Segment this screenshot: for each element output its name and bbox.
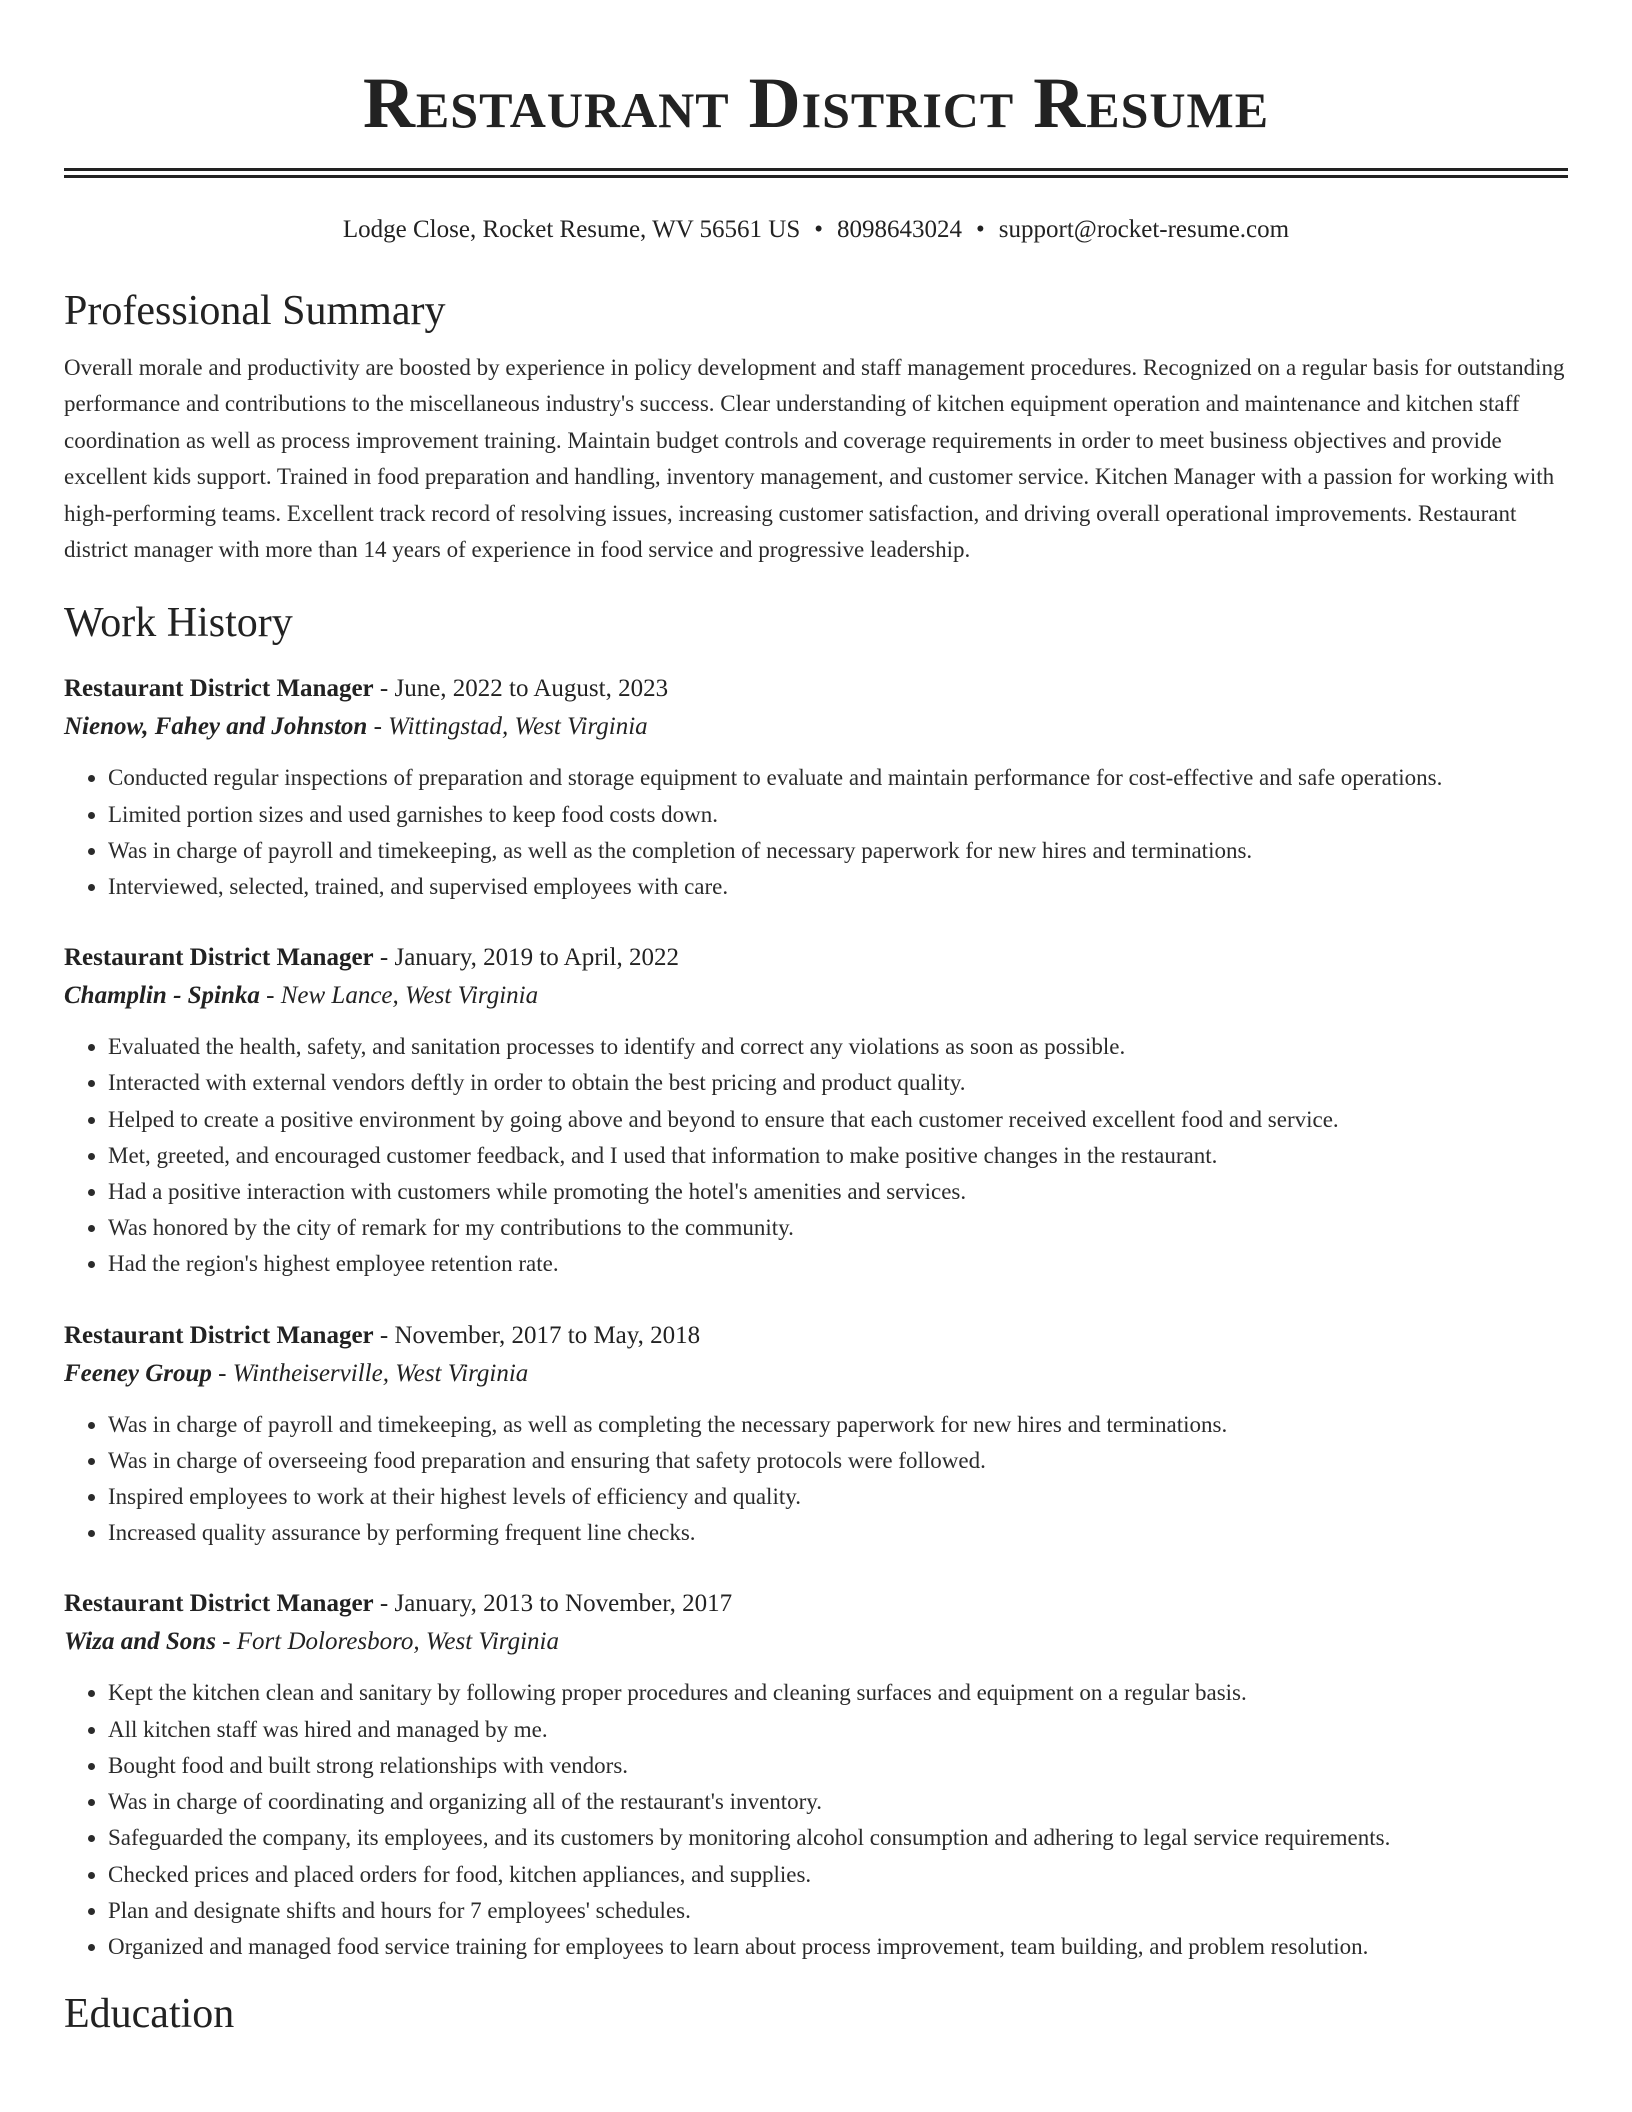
job-dates: - June, 2022 to August, 2023 [373,675,669,703]
list-item: • Interviewed, selected, trained, and supervised employees with care. [108,869,1568,905]
title-divider [64,168,1568,178]
employer-line [64,1355,1568,1393]
contact-email: support@rocket-resume.com [998,216,1290,243]
list-item: • Conducted regular inspections of preparation and storage equipment to evaluate and maintain performance for cost-effective and safe operations. [108,760,1568,796]
job-title-line [64,939,1568,977]
job-title-line [64,1317,1568,1355]
contact-separator: • [814,216,824,243]
contact-address: Lodge Close, Rocket Resume, WV 56561 US [342,216,801,243]
job-title: Restaurant District Manager [64,1590,374,1618]
work-history-heading: Work History [64,600,293,647]
list-item: • Evaluated the health, safety, and sanitation processes to identify and correct any violations as soon as possible. [108,1029,1568,1065]
contact-line [64,214,1568,246]
list-item: • Increased quality assurance by performing frequent line checks. [108,1515,1568,1551]
work-history-list [64,670,1568,1965]
employer-line [64,977,1568,1015]
job-title: Restaurant District Manager [64,1321,374,1349]
job-bullet-list [64,1407,1568,1552]
list-item: • Met, greeted, and encouraged customer feedback, and I used that information to make positive changes in the restaurant. [108,1138,1568,1174]
page-title: Restaurant District Resume [362,63,1270,143]
contact-separator: • [976,216,985,243]
summary-heading: Professional Summary [64,288,446,334]
list-item: • Was in charge of coordinating and organizing all of the restaurant's inventory. [108,1784,1568,1820]
employer-name: Nienow, Fahey and Johnston [64,713,368,741]
job-entry [64,1585,1568,1965]
job-title: Restaurant District Manager [64,675,374,703]
list-item: • Limited portion sizes and used garnishes to keep food costs down. [108,797,1568,833]
job-entry [64,1317,1568,1552]
list-item: • All kitchen staff was hired and managed by me. [108,1712,1568,1748]
list-item: • Helped to create a positive environment by going above and beyond to ensure that each customer received excellent food and service. [108,1102,1568,1138]
job-title-line [64,1585,1568,1623]
list-item: • Was in charge of payroll and timekeeping, as well as completing the necessary paperwork for new hires and terminations. [108,1407,1568,1443]
summary-text: Overall morale and productivity are boosted by experience in policy development and staff management procedures. Recognized on a regular basis for outstanding performance and contributions to the miscellaneous industry's success. Clear understanding of kitchen equipment operation and maintenance and kitchen staff coordination as well as process improvement training. Maintain budget controls and coverage requirements in order to meet business objectives and provide excellent kids support. Trained in food preparation and handling, inventory management, and customer service. Kitchen Manager with a passion for working with high-performing teams. Excellent track record of resolving issues, increasing customer satisfaction, and driving overall operational improvements. Restaurant district manager with more than 14 years of experience in food service and progressive leadership. [64,355,1565,563]
employer-line [64,708,1568,746]
employer-location: - Wittingstad, West Virginia [367,713,648,741]
contact-phone: 8098643024 [837,216,963,243]
employer-location: - Wintheiserville, West Virginia [211,1359,529,1387]
list-item: • Was in charge of payroll and timekeeping, as well as the completion of necessary paperwork for new hires and terminations. [108,833,1568,869]
job-title: Restaurant District Manager [64,944,374,972]
employer-location: - Fort Doloresboro, West Virginia [215,1628,559,1656]
list-item: • Bought food and built strong relationships with vendors. [108,1748,1568,1784]
job-title-line [64,670,1568,708]
list-item: • Inspired employees to work at their highest levels of efficiency and quality. [108,1479,1568,1515]
job-dates: - January, 2019 to April, 2022 [373,944,679,972]
list-item: • Kept the kitchen clean and sanitary by following proper procedures and cleaning surfaces and equipment on a regular basis. [108,1675,1568,1711]
job-bullet-list [64,1675,1568,1965]
job-dates: - January, 2013 to November, 2017 [373,1590,733,1618]
job-dates: - November, 2017 to May, 2018 [373,1321,701,1349]
list-item: • Was in charge of overseeing food preparation and ensuring that safety protocols were followed. [108,1443,1568,1479]
employer-location: - New Lance, West Virginia [259,982,539,1010]
list-item: • Was honored by the city of remark for my contributions to the community. [108,1210,1568,1246]
list-item: • Had the region's highest employee retention rate. [108,1246,1568,1282]
job-bullet-list [64,760,1568,905]
employer-name: Feeney Group [64,1359,212,1387]
list-item: • Organized and managed food service training for employees to learn about process improvement, team building, and problem resolution. [108,1929,1568,1965]
list-item: • Plan and designate shifts and hours for 7 employees' schedules. [108,1893,1568,1929]
list-item: • Safeguarded the company, its employees, and its customers by monitoring alcohol consumption and adhering to legal service requirements. [108,1820,1568,1856]
job-bullet-list [64,1029,1568,1282]
employer-name: Champlin - Spinka [64,982,260,1010]
education-heading: Education [64,1991,235,2038]
employer-name: Wiza and Sons [64,1628,216,1656]
job-entry [64,939,1568,1282]
job-entry [64,670,1568,905]
list-item: • Interacted with external vendors deftly in order to obtain the best pricing and product quality. [108,1065,1568,1101]
list-item: • Checked prices and placed orders for food, kitchen appliances, and supplies. [108,1857,1568,1893]
list-item: • Had a positive interaction with customers while promoting the hotel's amenities and services. [108,1174,1568,1210]
employer-line [64,1623,1568,1661]
